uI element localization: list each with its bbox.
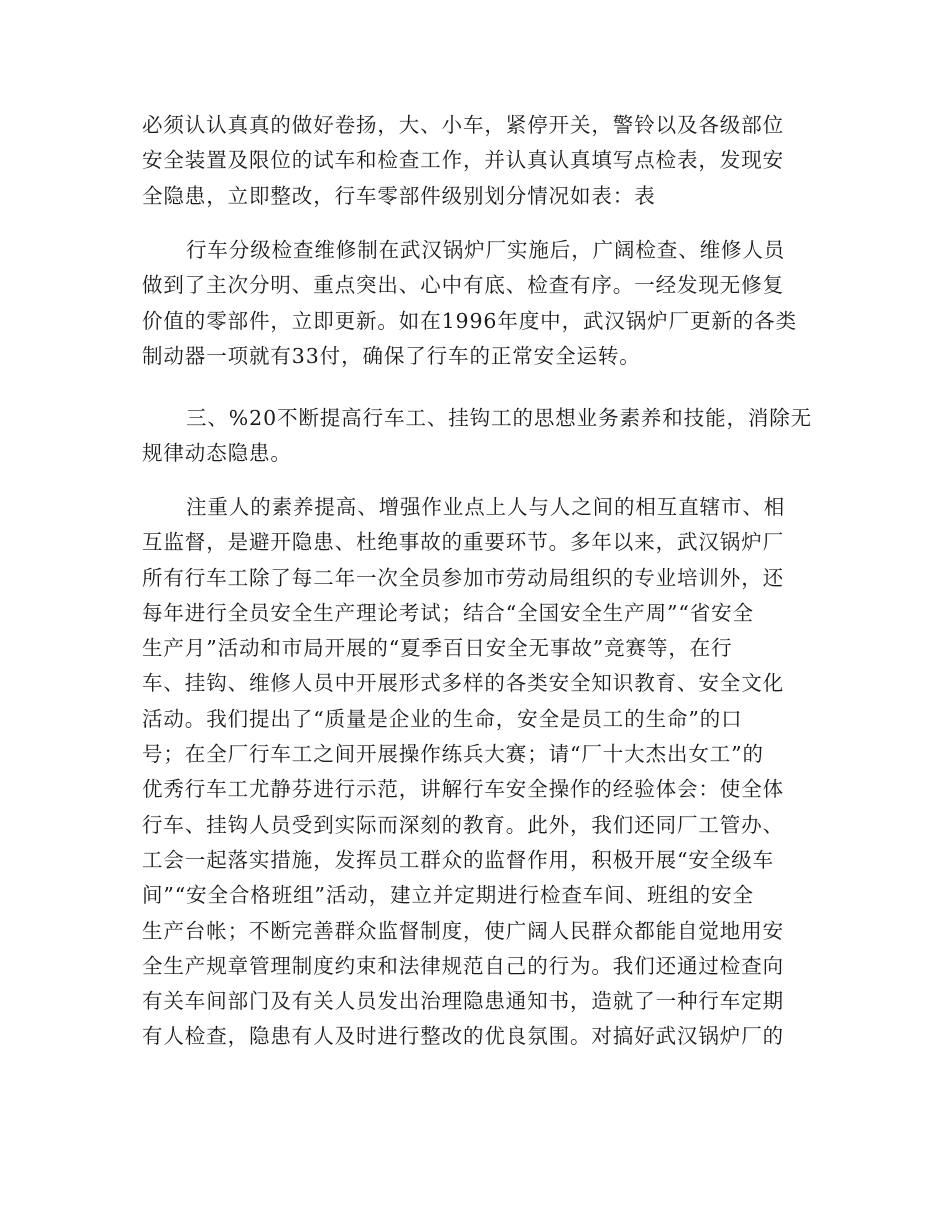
text-line: 间”“安全合格班组”活动，建立并定期进行检查车间、班组的安全 [142, 883, 754, 908]
text-line: 安全装置及限位的试车和检查工作，并认真认真填写点检表，发现安 [142, 148, 784, 173]
text-line: 号；在全厂行车工之间开展操作练兵大赛；请“厂十大杰出女工”的 [142, 742, 764, 767]
text-line: 优秀行车工尤静芬进行示范，讲解行车安全操作的经验体会：使全体 [142, 777, 784, 802]
text-line: 互监督，是避开隐患、杜绝事故的重要环节。多年以来，武汉锅炉厂 [142, 530, 784, 555]
text-line: 做到了主次分明、重点突出、心中有底、检查有序。一经发现无修复 [142, 273, 784, 298]
text-line: 全隐患，立即整改，行车零部件级别划分情况如表：表 [142, 183, 656, 208]
text-line: 制动器一项就有33付，确保了行车的正常安全运转。 [142, 343, 641, 368]
paragraph-4 [142, 490, 822, 1055]
text-line: 工会一起落实措施，发挥员工群众的监督作用，积极开展“安全级车 [142, 847, 774, 872]
paragraph-3 [142, 401, 822, 472]
paragraph-1 [142, 108, 822, 214]
text-line: 行车、挂钩人员受到实际而深刻的教育。此外，我们还同厂工管办、 [142, 812, 784, 837]
text-line: 全生产规章管理制度约束和法律规范自己的行为。我们还通过检查向 [142, 953, 784, 978]
text-line: 生产月”活动和市局开展的“夏季百日安全无事故”竞赛等，在行 [142, 636, 733, 661]
text-line: 行车分级检查维修制在武汉锅炉厂实施后，广阔检查、维修人员 [186, 238, 786, 262]
text-line: 有人检查，隐患有人及时进行整改的优良氛围。对搞好武汉锅炉厂的 [142, 1024, 784, 1049]
text-line: 有关车间部门及有关人员发出治理隐患通知书，造就了一种行车定期 [142, 989, 784, 1014]
text-line: 每年进行全员安全生产理论考试；结合“全国安全生产周”“省安全 [142, 600, 754, 625]
text-line: 三、%20不断提高行车工、挂钩工的思想业务素养和技能，消除无 [186, 406, 813, 430]
text-line: 注重人的素养提高、增强作业点上人与人之间的相互直辖市、相 [186, 495, 786, 519]
paragraph-2 [142, 233, 822, 374]
text-line: 车、挂钩、维修人员中开展形式多样的各类安全知识教育、安全文化 [142, 671, 784, 696]
text-line: 活动。我们提出了“质量是企业的生命，安全是员工的生命”的口 [142, 706, 743, 731]
text-line: 价值的零部件，立即更新。如在1996年度中，武汉锅炉厂更新的各类 [142, 308, 797, 333]
text-line: 必须认认真真的做好卷扬，大、小车，紧停开关，警铃以及各级部位 [142, 113, 784, 137]
text-line: 生产台帐；不断完善群众监督制度，使广阔人民群众都能自觉地用安 [142, 918, 784, 943]
text-line: 规律动态隐患。 [142, 441, 292, 466]
text-line: 所有行车工除了每二年一次全员参加市劳动局组织的专业培训外，还 [142, 565, 784, 590]
